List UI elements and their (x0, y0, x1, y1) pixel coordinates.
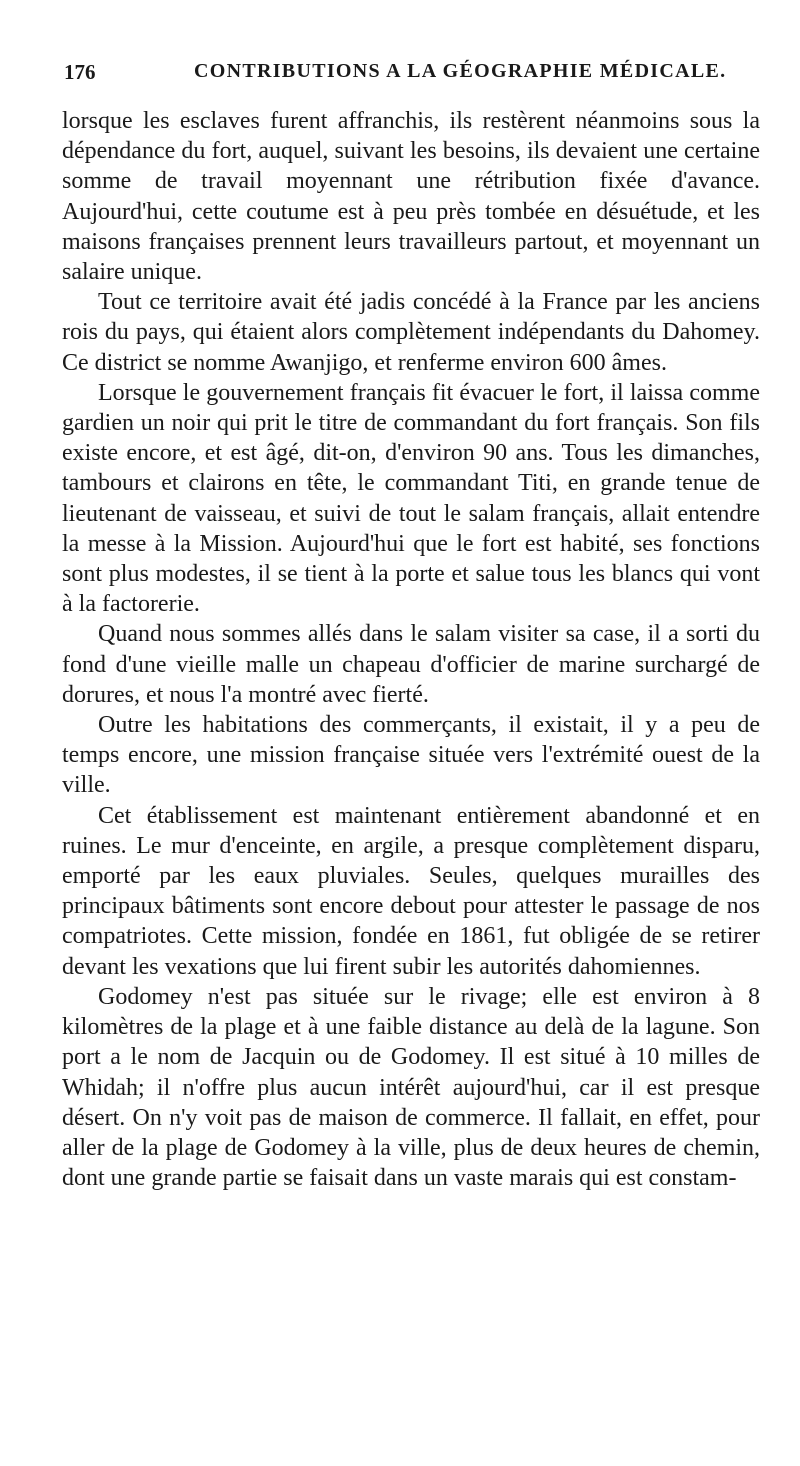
body-text (62, 106, 760, 1193)
page-header (64, 60, 760, 90)
paragraph: Cet établissement est maintenant entièrement abandonné et en ruines. Le mur d'enceinte, en argile, a presque complètement disparu, emporté par les eaux pluviales. Seules, quelques murailles des principaux bâtiments sont encore debout pour attester le passage de nos compatriotes. Cette mission, fondée en 1861, fut obligée de se retirer devant les vexations que lui firent subir les autorités dahomiennes. (62, 802, 760, 980)
paragraph: Quand nous sommes allés dans le salam visiter sa case, il a sorti du fond d'une vieille malle un chapeau d'officier de marine surchargé de dorures, et nous l'a montré avec fierté. (62, 621, 760, 708)
paragraph: lorsque les esclaves furent affranchis, ils restèrent néanmoins sous la dépendance du fort, auquel, suivant les besoins, ils devaient une certaine somme de travail moyennant une rétribution fixée d'avance. Aujourd'hui, cette coutume est à peu près tombée en désuétude, et les maisons françaises prennent leurs travailleurs partout, et moyennant un salaire unique. (62, 108, 760, 286)
paragraph: Godomey n'est pas située sur le rivage; elle est environ à 8 kilomètres de la plage et à une faible distance au delà de la lagune. Son port a le nom de Jacquin ou de Godomey. Il est situé à 10 milles de Whidah; il n'offre plus aucun intérêt aujourd'hui, car il est presque désert. On n'y voit pas de maison de commerce. Il fallait, en effet, pour aller de la plage de Godomey à la ville, plus de deux heures de chemin, dont une grande partie se faisait dans un vaste marais qui est constam- (62, 983, 760, 1192)
running-title: CONTRIBUTIONS A LA GÉOGRAPHIE MÉDICALE. (194, 60, 727, 82)
paragraph: Lorsque le gouvernement français fit évacuer le fort, il laissa comme gardien un noir qui prit le titre de commandant du fort français. Son fils existe encore, et est âgé, dit-on, d'environ 90 ans. Tous les dimanches, tambours et clairons en tête, le commandant Titi, en grande tenue de lieutenant de vaisseau, et suivi de tout le salam français, allait entendre la messe à la Mission. Aujourd'hui que le fort est habité, ses fonctions sont plus modestes, il se tient à la porte et salue tous les blancs qui vont à la factorerie. (62, 379, 760, 618)
paragraph: Outre les habitations des commerçants, il existait, il y a peu de temps encore, une mission française située vers l'extrémité ouest de la ville. (62, 712, 760, 799)
paragraph: Tout ce territoire avait été jadis concédé à la France par les anciens rois du pays, qui étaient alors complètement indépendants du Dahomey. Ce district se nomme Awanjigo, et renferme environ 600 âmes. (62, 289, 760, 376)
page-number: 176 (64, 60, 96, 84)
